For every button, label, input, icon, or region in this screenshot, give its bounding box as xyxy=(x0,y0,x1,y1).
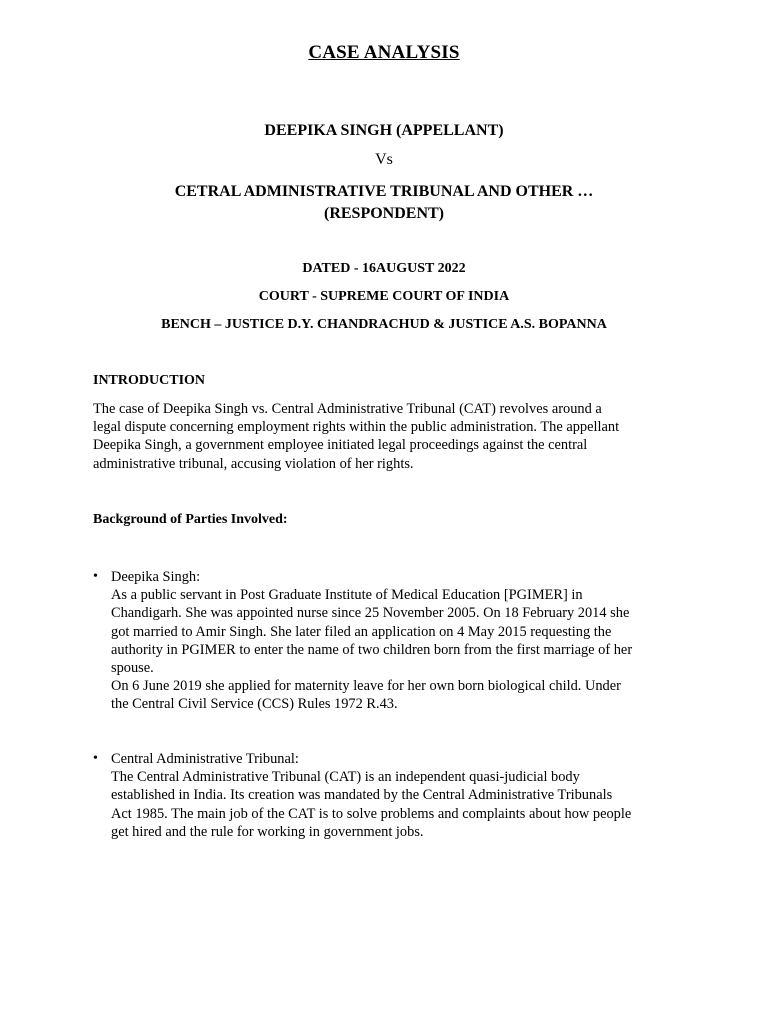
bullet-line: get hired and the rule for working in government jobs. xyxy=(111,823,424,840)
dated-line: DATED - 16AUGUST 2022 xyxy=(302,261,466,276)
bullet-line: Chandigarh. She was appointed nurse since 25 November 2005. On 18 February 2014 she xyxy=(111,605,630,622)
introduction-line: The case of Deepika Singh vs. Central Administrative Tribunal (CAT) revolves around a xyxy=(93,401,602,417)
versus-label: Vs xyxy=(375,151,393,168)
bullet-line: got married to Amir Singh. She later filed an application on 4 May 2015 requesting the xyxy=(111,623,612,640)
introduction-paragraph xyxy=(93,400,683,473)
bullet-body xyxy=(111,568,681,714)
bullet-line: spouse. xyxy=(111,660,154,677)
bench-line: BENCH – JUSTICE D.Y. CHANDRACHUD & JUSTICE A.S. BOPANNA xyxy=(161,317,607,332)
respondent-line-2: (RESPONDENT) xyxy=(323,205,444,222)
bullet-line: established in India. Its creation was mandated by the Central Administrative Tribunals xyxy=(111,787,613,804)
document-title: CASE ANALYSIS xyxy=(308,42,460,63)
bullet-line: the Central Civil Service (CCS) Rules 1972 R.43. xyxy=(111,696,398,713)
introduction-line: Deepika Singh, a government employee initiated legal proceedings against the central xyxy=(93,437,588,454)
bullet-line: authority in PGIMER to enter the name of two children born from the first marriage of her xyxy=(111,641,633,658)
bullet-icon: • xyxy=(93,569,98,584)
bullet-line: The Central Administrative Tribunal (CAT) is an independent quasi-judicial body xyxy=(111,769,580,786)
court-line: COURT - SUPREME COURT OF INDIA xyxy=(258,289,510,304)
respondent-line-1: CETRAL ADMINISTRATIVE TRIBUNAL AND OTHER … xyxy=(174,183,594,200)
background-heading: Background of Parties Involved: xyxy=(93,512,288,527)
appellant-line: DEEPIKA SINGH (APPELLANT) xyxy=(264,122,504,139)
bullet-body xyxy=(111,750,681,841)
introduction-heading: INTRODUCTION xyxy=(93,373,206,388)
bullet-title: Deepika Singh: xyxy=(111,569,201,585)
introduction-line: legal dispute concerning employment rights within the public administration. The appellant xyxy=(93,419,620,436)
introduction-line: administrative tribunal, accusing violation of her rights. xyxy=(93,455,414,472)
bullet-line: On 6 June 2019 she applied for maternity leave for her own born biological child. Under xyxy=(111,678,621,695)
bullet-icon: • xyxy=(93,751,98,766)
bullet-title: Central Administrative Tribunal: xyxy=(111,751,299,767)
bullet-line: As a public servant in Post Graduate Institute of Medical Education [PGIMER] in xyxy=(111,587,583,604)
bullet-line: Act 1985. The main job of the CAT is to solve problems and complaints about how people xyxy=(111,805,632,822)
